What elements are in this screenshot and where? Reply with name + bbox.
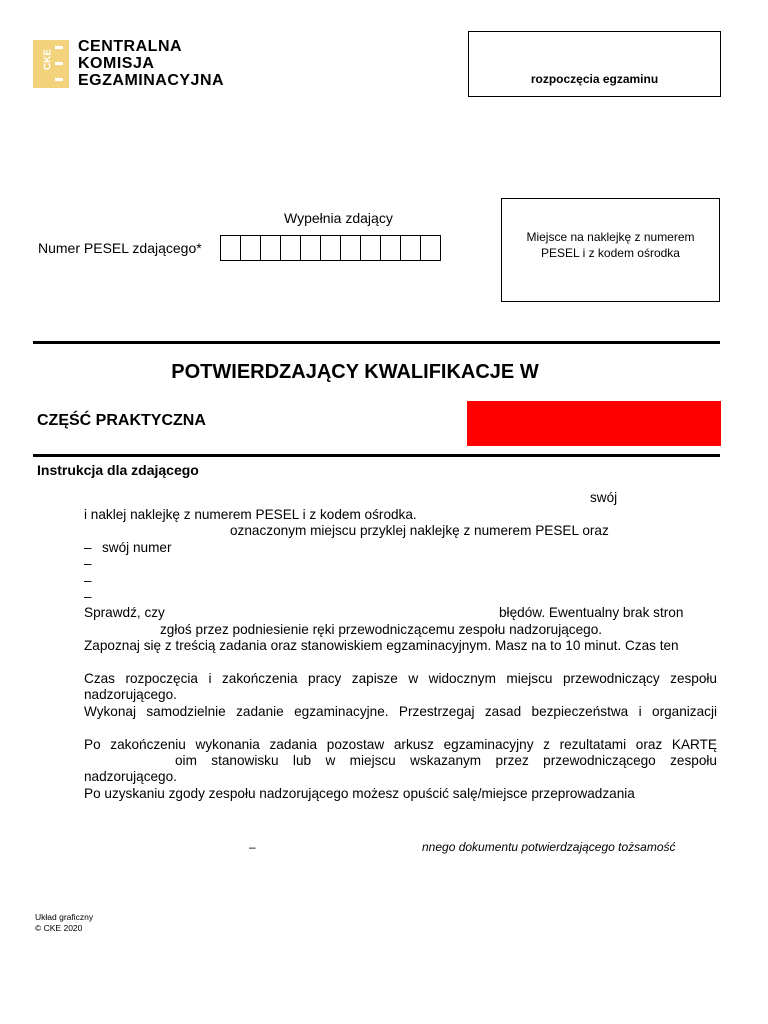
exam-start-box	[468, 31, 721, 97]
instructions-heading: Instrukcja dla zdającego	[37, 462, 199, 478]
logo-bar	[55, 62, 63, 65]
logo-line-3: EGZAMINACYJNA	[78, 72, 225, 89]
pesel-digit-cell[interactable]	[400, 235, 421, 261]
list-dash: –	[249, 840, 256, 854]
instruction-text: zgłoś przez podniesienie ręki przewodniczącemu zespołu nadzorującego.	[160, 622, 603, 637]
footer-line-2: © CKE 2020	[35, 923, 83, 933]
list-dash: –	[84, 573, 92, 588]
instruction-text: Po uzyskaniu zgody zespołu nadzorującego możesz opuścić salę/miejsce przeprowadzania	[84, 786, 635, 801]
sticker-placeholder-text: Miejsce na naklejkę z numerem PESEL i z kodem ośrodka	[526, 230, 695, 260]
instruction-text: swój	[590, 490, 618, 505]
instruction-text: nadzorującego.	[84, 687, 177, 702]
pesel-digit-cell[interactable]	[240, 235, 261, 261]
instruction-text: nadzorującego.	[84, 769, 177, 784]
sticker-placeholder-box	[501, 198, 720, 302]
instruction-text: Wykonaj samodzielnie zadanie egzaminacyjne. Przestrzegaj zasad bezpieczeństwa i organizacji	[84, 704, 717, 719]
middle-rule	[33, 454, 720, 457]
pesel-digit-cell[interactable]	[320, 235, 341, 261]
instruction-text: błędów. Ewentualny brak stron	[499, 605, 684, 620]
logo-line-2: KOMISJA	[78, 55, 155, 72]
instruction-text: oim stanowisku lub w miejscu wskazanym przez przewodniczącego zespołu	[175, 753, 717, 768]
pesel-digit-cell[interactable]	[340, 235, 361, 261]
pesel-digit-cell[interactable]	[300, 235, 321, 261]
list-dash: –	[84, 589, 92, 604]
accent-block	[467, 401, 721, 446]
pesel-digit-cell[interactable]	[420, 235, 441, 261]
pesel-digit-cell[interactable]	[260, 235, 281, 261]
pesel-digit-cell[interactable]	[280, 235, 301, 261]
instruction-text: nnego dokumentu potwierdzającego tożsamość	[422, 840, 676, 854]
footer-line-1: Układ graficzny	[35, 912, 94, 922]
exam-part-title: CZĘŚĆ PRAKTYCZNA	[37, 412, 206, 429]
logo-text	[78, 38, 224, 89]
fill-by-candidate-label: Wypełnia zdający	[284, 210, 393, 226]
instruction-text: Zapoznaj się z treścią zadania oraz stanowiskiem egzaminacyjnym. Masz na to 10 minut. Czas ten	[84, 638, 679, 653]
footer	[35, 912, 93, 934]
logo-line-1: CENTRALNA	[78, 38, 183, 55]
instruction-text: Sprawdź, czy	[84, 605, 165, 620]
exam-title: POTWIERDZAJĄCY KWALIFIKACJE W	[171, 361, 539, 383]
pesel-digit-cell[interactable]	[380, 235, 401, 261]
pesel-label: Numer PESEL zdającego*	[38, 240, 202, 256]
pesel-digit-cell[interactable]	[220, 235, 241, 261]
cke-logo-mark	[33, 40, 69, 88]
instruction-text: oznaczonym miejscu przyklej naklejkę z numerem PESEL oraz	[230, 523, 609, 538]
exam-start-label: rozpoczęcia egzaminu	[530, 72, 659, 86]
instruction-text: i naklej naklejkę z numerem PESEL i z kodem ośrodka.	[84, 507, 417, 522]
instruction-text: Po zakończeniu wykonania zadania pozostaw arkusz egzaminacyjny z rezultatami oraz KARTĘ	[84, 737, 717, 752]
instruction-text: swój numer	[102, 540, 172, 555]
top-rule	[33, 341, 720, 344]
logo-mark-text: CKE	[42, 48, 54, 71]
pesel-digit-cell[interactable]	[360, 235, 381, 261]
logo-bar	[55, 78, 63, 81]
list-dash: –	[84, 556, 92, 571]
list-dash: –	[84, 540, 92, 555]
pesel-input-grid[interactable]	[220, 235, 441, 261]
instruction-text: Czas rozpoczęcia i zakończenia pracy zapisze w widocznym miejscu przewodniczący zespołu	[84, 671, 717, 686]
logo-bar	[55, 46, 63, 49]
